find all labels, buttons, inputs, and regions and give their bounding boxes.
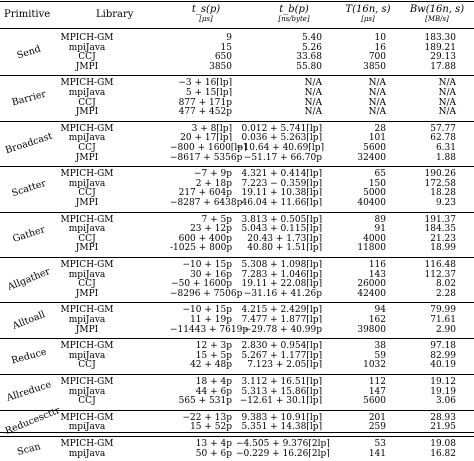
tb-cell: 19.11 + 22.08⌈lp⌉: [241, 279, 322, 290]
T-cell: 101: [368, 133, 386, 144]
T-cell: 201: [368, 412, 386, 423]
ts-cell: 15 + 52p: [190, 422, 232, 433]
header-T: [338, 5, 398, 23]
tb-cell: 3.112 + 16.51⌈lp⌉: [241, 377, 322, 387]
library-cell: CCJ: [78, 233, 96, 244]
tb-cell: 7.223 − 0.359⌈lp⌉: [241, 178, 322, 189]
tb-cell: 7.123 + 2.05⌈lp⌉: [247, 360, 322, 371]
T-cell: 38: [374, 341, 386, 352]
library-cell: JMPI: [75, 243, 99, 254]
library-cell: mpiJava: [68, 88, 106, 98]
tb-cell: 19.11 + 10.38⌈lp⌉: [241, 188, 322, 199]
library-cell: JMPI: [75, 324, 99, 335]
bw-cell: 79.99: [430, 305, 456, 316]
library-cell: mpiJava: [68, 350, 106, 361]
library-cell: MPICH-GM: [60, 78, 114, 89]
T-cell: N/A: [368, 78, 386, 89]
ts-cell: 600 + 400p: [178, 233, 232, 244]
tb-cell: N/A: [304, 88, 322, 98]
library-cell: MPICH-GM: [60, 169, 114, 180]
T-cell: 11800: [357, 243, 386, 254]
ts-cell: −3 + 16⌈lp⌉: [178, 78, 232, 89]
T-cell: 141: [368, 448, 386, 459]
bw-cell: 82.99: [430, 350, 456, 361]
library-cell: MPICH-GM: [60, 123, 114, 134]
bw-cell: 21.23: [430, 233, 456, 244]
ts-cell: 2 + 18p: [195, 178, 232, 189]
T-cell: 28: [374, 123, 386, 134]
library-cell: JMPI: [75, 198, 99, 208]
ts-cell: 650: [214, 52, 232, 63]
ts-cell: 5 + 15⌈lp⌉: [185, 88, 232, 98]
group-separator: [0, 212, 474, 213]
T-cell: 42400: [357, 288, 386, 299]
group-separator: [0, 166, 474, 167]
ts-cell: 477 + 452p: [178, 107, 232, 118]
bw-cell: 62.78: [430, 133, 456, 144]
bw-cell: 57.77: [430, 123, 456, 134]
library-cell: mpiJava: [68, 269, 106, 280]
bw-cell: 189.21: [424, 42, 456, 53]
bw-cell: 97.18: [430, 341, 456, 352]
library-cell: mpiJava: [68, 133, 106, 144]
ts-cell: -1025 + 800p: [170, 243, 233, 254]
bw-cell: N/A: [438, 78, 456, 89]
bw-cell: 112.37: [424, 269, 456, 280]
tb-cell: 5.043 + 0.115⌈lp⌉: [241, 224, 322, 235]
library-cell: CCJ: [78, 188, 96, 199]
tb-cell: 5.26: [301, 42, 322, 53]
bw-cell: 191.37: [424, 214, 456, 225]
tb-cell: N/A: [304, 97, 322, 108]
bw-cell: 19.08: [430, 439, 456, 449]
bw-cell: 183.30: [424, 33, 456, 43]
library-cell: MPICH-GM: [60, 377, 114, 387]
ts-cell: 20 + 17⌈lp⌉: [180, 133, 232, 144]
tb-cell: 33.68: [296, 52, 322, 63]
library-cell: JMPI: [75, 152, 99, 163]
tb-cell: 7.477 + 1.877⌈lp⌉: [241, 315, 322, 325]
tb-cell: 2.830 + 0.954⌈lp⌉: [241, 341, 322, 352]
tb-cell: −51.17 + 66.70p: [243, 152, 322, 163]
T-cell: 10: [374, 33, 386, 43]
T-cell: 1032: [363, 360, 386, 371]
group-separator: [0, 436, 474, 437]
primitive-label: Allgather: [6, 266, 52, 294]
bw-cell: 1.88: [435, 152, 456, 163]
T-cell: 32400: [357, 152, 386, 163]
ts-cell: 3 + 8⌈lp⌉: [191, 123, 232, 134]
tb-cell: 0.012 + 5.741⌈lp⌉: [241, 123, 322, 134]
T-cell: N/A: [368, 97, 386, 108]
T-cell: 39800: [357, 324, 386, 335]
library-cell: JMPI: [75, 61, 99, 72]
bw-cell: 28.93: [430, 412, 456, 423]
ts-cell: −22 + 13p: [182, 412, 232, 423]
bw-cell: 9.23: [435, 198, 456, 208]
library-cell: CCJ: [78, 143, 96, 153]
library-cell: JMPI: [75, 107, 99, 118]
T-cell: 16: [374, 42, 386, 53]
bw-cell: N/A: [438, 107, 456, 118]
group-separator: [0, 75, 474, 76]
library-cell: mpiJava: [68, 178, 106, 189]
ts-cell: 565 + 531p: [178, 396, 232, 407]
tb-cell: 55.80: [296, 61, 322, 72]
ts-cell: 217 + 604p: [178, 188, 232, 199]
primitive-label: Scatter: [10, 178, 48, 200]
T-cell: 59: [374, 350, 386, 361]
T-cell: N/A: [368, 88, 386, 98]
T-cell: 4000: [363, 233, 386, 244]
bw-cell: 19.12: [430, 377, 456, 387]
tb-cell: 5.351 + 14.38⌈lp⌉: [241, 422, 322, 433]
group-separator: [0, 257, 474, 258]
tb-cell: −10.64 + 40.69⌈lp⌉: [236, 143, 324, 153]
library-cell: JMPI: [75, 288, 99, 299]
bw-cell: N/A: [438, 88, 456, 98]
tb-cell: −4.505 + 9.376⌈2lp⌉: [236, 439, 330, 449]
ts-cell: 13 + 4p: [195, 439, 232, 449]
T-cell: 3850: [363, 61, 386, 72]
ts-cell: 11 + 19p: [190, 315, 232, 325]
tb-cell: 5.313 + 15.86⌈lp⌉: [241, 386, 322, 397]
ts-cell: −8617 + 5356p: [170, 152, 243, 163]
tb-cell: 5.267 + 1.177⌈lp⌉: [241, 350, 322, 361]
tb-cell: −31.16 + 41.26p: [243, 288, 322, 299]
bw-cell: 172.58: [424, 178, 456, 189]
tb-cell: 46.04 + 11.66⌈lp⌉: [241, 198, 322, 208]
primitive-label: Reduce: [10, 346, 48, 367]
header-rule: [0, 28, 474, 29]
bw-cell: 18.99: [430, 243, 456, 254]
tb-cell: 9.383 + 10.91⌈lp⌉: [241, 412, 322, 423]
tb-cell: 40.80 + 1.51⌈lp⌉: [247, 243, 322, 254]
bw-cell: 2.90: [435, 324, 456, 335]
tb-cell: −12.61 + 30.1⌈lp⌉: [239, 396, 322, 407]
tb-cell: 5.308 + 1.098⌈lp⌉: [241, 260, 322, 270]
T-cell: 65: [374, 169, 386, 180]
bw-cell: 19.19: [430, 386, 456, 397]
header-library: Library: [96, 9, 134, 20]
header-ts-label: t_s(p): [191, 4, 221, 15]
bw-cell: 184.35: [424, 224, 456, 235]
T-cell: 5600: [363, 396, 386, 407]
header-ts: [176, 5, 236, 23]
library-cell: MPICH-GM: [60, 260, 114, 270]
T-cell: 147: [368, 386, 386, 397]
T-cell: 5000: [363, 188, 386, 199]
ts-cell: 12 + 3p: [195, 341, 232, 352]
bw-cell: 21.95: [430, 422, 456, 433]
bw-cell: 40.19: [430, 360, 456, 371]
library-cell: mpiJava: [68, 386, 106, 397]
library-cell: mpiJava: [68, 315, 106, 325]
ts-cell: 42 + 48p: [190, 360, 232, 371]
T-cell: 40400: [357, 198, 386, 208]
library-cell: mpiJava: [68, 448, 106, 459]
library-cell: CCJ: [78, 279, 96, 290]
bw-cell: 190.26: [424, 169, 456, 180]
bw-cell: 6.31: [435, 143, 456, 153]
bw-cell: N/A: [438, 97, 456, 108]
T-cell: 150: [368, 178, 386, 189]
ts-cell: 15 + 5p: [195, 350, 232, 361]
ts-cell: 50 + 6p: [195, 448, 232, 459]
ts-cell: −50 + 1600p: [171, 279, 232, 290]
ts-cell: −10 + 15p: [182, 305, 232, 316]
T-cell: 162: [368, 315, 386, 325]
ts-cell: 9: [226, 33, 232, 43]
ts-cell: 18 + 4p: [195, 377, 232, 387]
T-cell: 26000: [357, 279, 386, 290]
header-T-label: T(16n, s): [345, 4, 391, 15]
ts-cell: 30 + 16p: [190, 269, 232, 280]
group-separator: [0, 302, 474, 303]
header-bw-label: Bw(16n, s): [409, 4, 465, 15]
bw-cell: 3.06: [435, 396, 456, 407]
tb-cell: N/A: [304, 78, 322, 89]
primitive-label: Reducescttr: [3, 405, 62, 438]
tb-cell: 4.321 + 0.414⌈lp⌉: [241, 169, 322, 180]
T-cell: 5600: [363, 143, 386, 153]
ts-cell: 44 + 6p: [195, 386, 232, 397]
ts-cell: 23 + 12p: [190, 224, 232, 235]
header-bw: [404, 5, 470, 23]
group-separator: [0, 410, 474, 411]
primitive-label: Alltoall: [10, 308, 47, 332]
group-separator: [0, 374, 474, 375]
library-cell: MPICH-GM: [60, 412, 114, 423]
ts-cell: −10 + 15p: [182, 260, 232, 270]
library-cell: MPICH-GM: [60, 33, 114, 43]
bw-cell: 17.88: [430, 61, 456, 72]
T-cell: 94: [374, 305, 386, 316]
T-cell: 89: [374, 214, 386, 225]
ts-cell: 7 + 5p: [201, 214, 232, 225]
T-cell: N/A: [368, 107, 386, 118]
ts-cell: −8296 + 7506p: [170, 288, 243, 299]
T-cell: 700: [368, 52, 386, 63]
bw-cell: 2.28: [435, 288, 456, 299]
bw-cell: 116.48: [424, 260, 456, 270]
primitive-label: Broadcast: [4, 130, 54, 157]
library-cell: CCJ: [78, 396, 96, 407]
header-ts-unit: [μs]: [199, 15, 213, 23]
header-primitive: Primitive: [4, 9, 51, 20]
ts-cell: 877 + 171p: [178, 97, 232, 108]
tb-cell: 7.283 + 1.046⌈lp⌉: [241, 269, 322, 280]
bw-cell: 29.13: [430, 52, 456, 63]
library-cell: mpiJava: [68, 42, 106, 53]
bw-cell: 8.02: [435, 279, 456, 290]
tb-cell: 4.215 + 2.429⌈lp⌉: [241, 305, 322, 316]
header-tb-label: t_b(p): [279, 4, 309, 15]
library-cell: CCJ: [78, 97, 96, 108]
tb-cell: −29.78 + 40.99p: [243, 324, 322, 335]
bw-cell: 18.28: [430, 188, 456, 199]
tb-cell: 3.813 + 0.505⌈lp⌉: [241, 214, 322, 225]
library-cell: mpiJava: [68, 224, 106, 235]
ts-cell: 3850: [209, 61, 232, 72]
tb-cell: 5.40: [301, 33, 322, 43]
tb-cell: 20.43 + 1.73⌈lp⌉: [247, 233, 322, 244]
group-separator: [0, 338, 474, 339]
primitive-label: Barrier: [10, 88, 48, 108]
T-cell: 143: [368, 269, 386, 280]
ts-cell: −8287 + 6438p: [170, 198, 243, 208]
ts-cell: 15: [220, 42, 232, 53]
library-cell: MPICH-GM: [60, 214, 114, 225]
T-cell: 259: [368, 422, 386, 433]
primitive-label: Gather: [11, 223, 47, 245]
bottom-rule: [0, 432, 474, 433]
header-bw-unit: [MB/s]: [425, 15, 449, 23]
ts-cell: −11443 + 7619p: [170, 324, 249, 335]
header-T-unit: [μs]: [361, 15, 375, 23]
primitive-label: Allreduce: [5, 379, 53, 405]
bw-cell: 71.61: [430, 315, 456, 325]
primitive-label: Send: [15, 43, 43, 62]
library-cell: MPICH-GM: [60, 439, 114, 449]
top-rule: [0, 1, 474, 2]
library-cell: MPICH-GM: [60, 341, 114, 352]
header-tb: [254, 5, 334, 23]
bw-cell: 16.82: [430, 448, 456, 459]
header-tb-unit: [ns/byte]: [278, 15, 310, 23]
group-separator: [0, 121, 474, 122]
tb-cell: −0.229 + 16.26⌈2lp⌉: [236, 448, 330, 459]
library-cell: CCJ: [78, 360, 96, 371]
T-cell: 53: [374, 439, 386, 449]
library-cell: mpiJava: [68, 422, 106, 433]
ts-cell: −7 + 9p: [193, 169, 232, 180]
ts-cell: −800 + 1600⌈lp⌉: [170, 143, 247, 153]
tb-cell: 0.036 + 5.263⌈lp⌉: [241, 133, 322, 144]
primitive-label: Scan: [16, 440, 42, 458]
T-cell: 112: [368, 377, 386, 387]
T-cell: 116: [368, 260, 386, 270]
T-cell: 91: [374, 224, 386, 235]
library-cell: MPICH-GM: [60, 305, 114, 316]
library-cell: CCJ: [78, 52, 96, 63]
tb-cell: N/A: [304, 107, 322, 118]
